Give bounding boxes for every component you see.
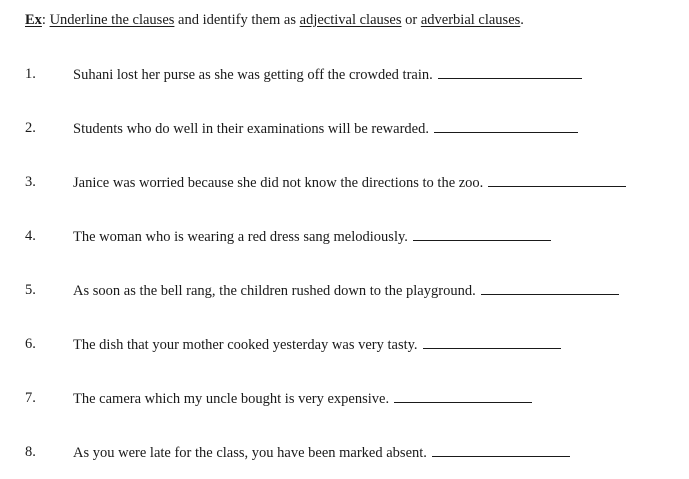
item-sentence [73, 226, 551, 247]
item-number: 7. [25, 390, 36, 406]
item-text: Students who do well in their examinations will be rewarded. [73, 121, 429, 137]
answer-blank[interactable] [438, 64, 582, 79]
instruction-or: or [401, 12, 421, 28]
example-label: Ex [25, 12, 42, 28]
instruction-colon: : [41, 12, 50, 28]
answer-blank[interactable] [481, 280, 619, 295]
instruction-underline-the-clauses: Underline the clauses [49, 12, 175, 28]
item-text: Suhani lost her purse as she was getting off the crowded train. [73, 67, 433, 83]
item-number: 1. [25, 66, 36, 82]
item-text: As soon as the bell rang, the children rushed down to the playground. [73, 283, 476, 299]
item-sentence [73, 172, 626, 193]
instruction-period: . [520, 12, 524, 28]
instruction-text: and identify them as [174, 12, 300, 28]
item-sentence [73, 280, 619, 301]
item-text: The dish that your mother cooked yesterday was very tasty. [73, 337, 418, 353]
instruction-adjectival-clauses: adjectival clauses [299, 12, 402, 28]
item-number: 3. [25, 174, 36, 190]
answer-blank[interactable] [413, 226, 551, 241]
item-number: 8. [25, 444, 36, 460]
item-sentence [73, 118, 578, 139]
item-text: As you were late for the class, you have been marked absent. [73, 445, 427, 461]
answer-blank[interactable] [488, 172, 626, 187]
item-sentence [73, 334, 561, 355]
item-number: 2. [25, 120, 36, 136]
answer-blank[interactable] [394, 388, 532, 403]
item-number: 6. [25, 336, 36, 352]
item-number: 5. [25, 282, 36, 298]
item-text: The camera which my uncle bought is very expensive. [73, 391, 390, 407]
answer-blank[interactable] [432, 442, 570, 457]
answer-blank[interactable] [434, 118, 578, 133]
item-text: Janice was worried because she did not know the directions to the zoo. [73, 175, 484, 191]
item-number: 4. [25, 228, 36, 244]
answer-blank[interactable] [423, 334, 561, 349]
instruction-line [25, 10, 524, 30]
item-text: The woman who is wearing a red dress sang melodiously. [73, 229, 408, 245]
item-sentence [73, 64, 582, 85]
instruction-adverbial-clauses: adverbial clauses [420, 12, 521, 28]
item-sentence [73, 442, 570, 463]
item-sentence [73, 388, 532, 409]
